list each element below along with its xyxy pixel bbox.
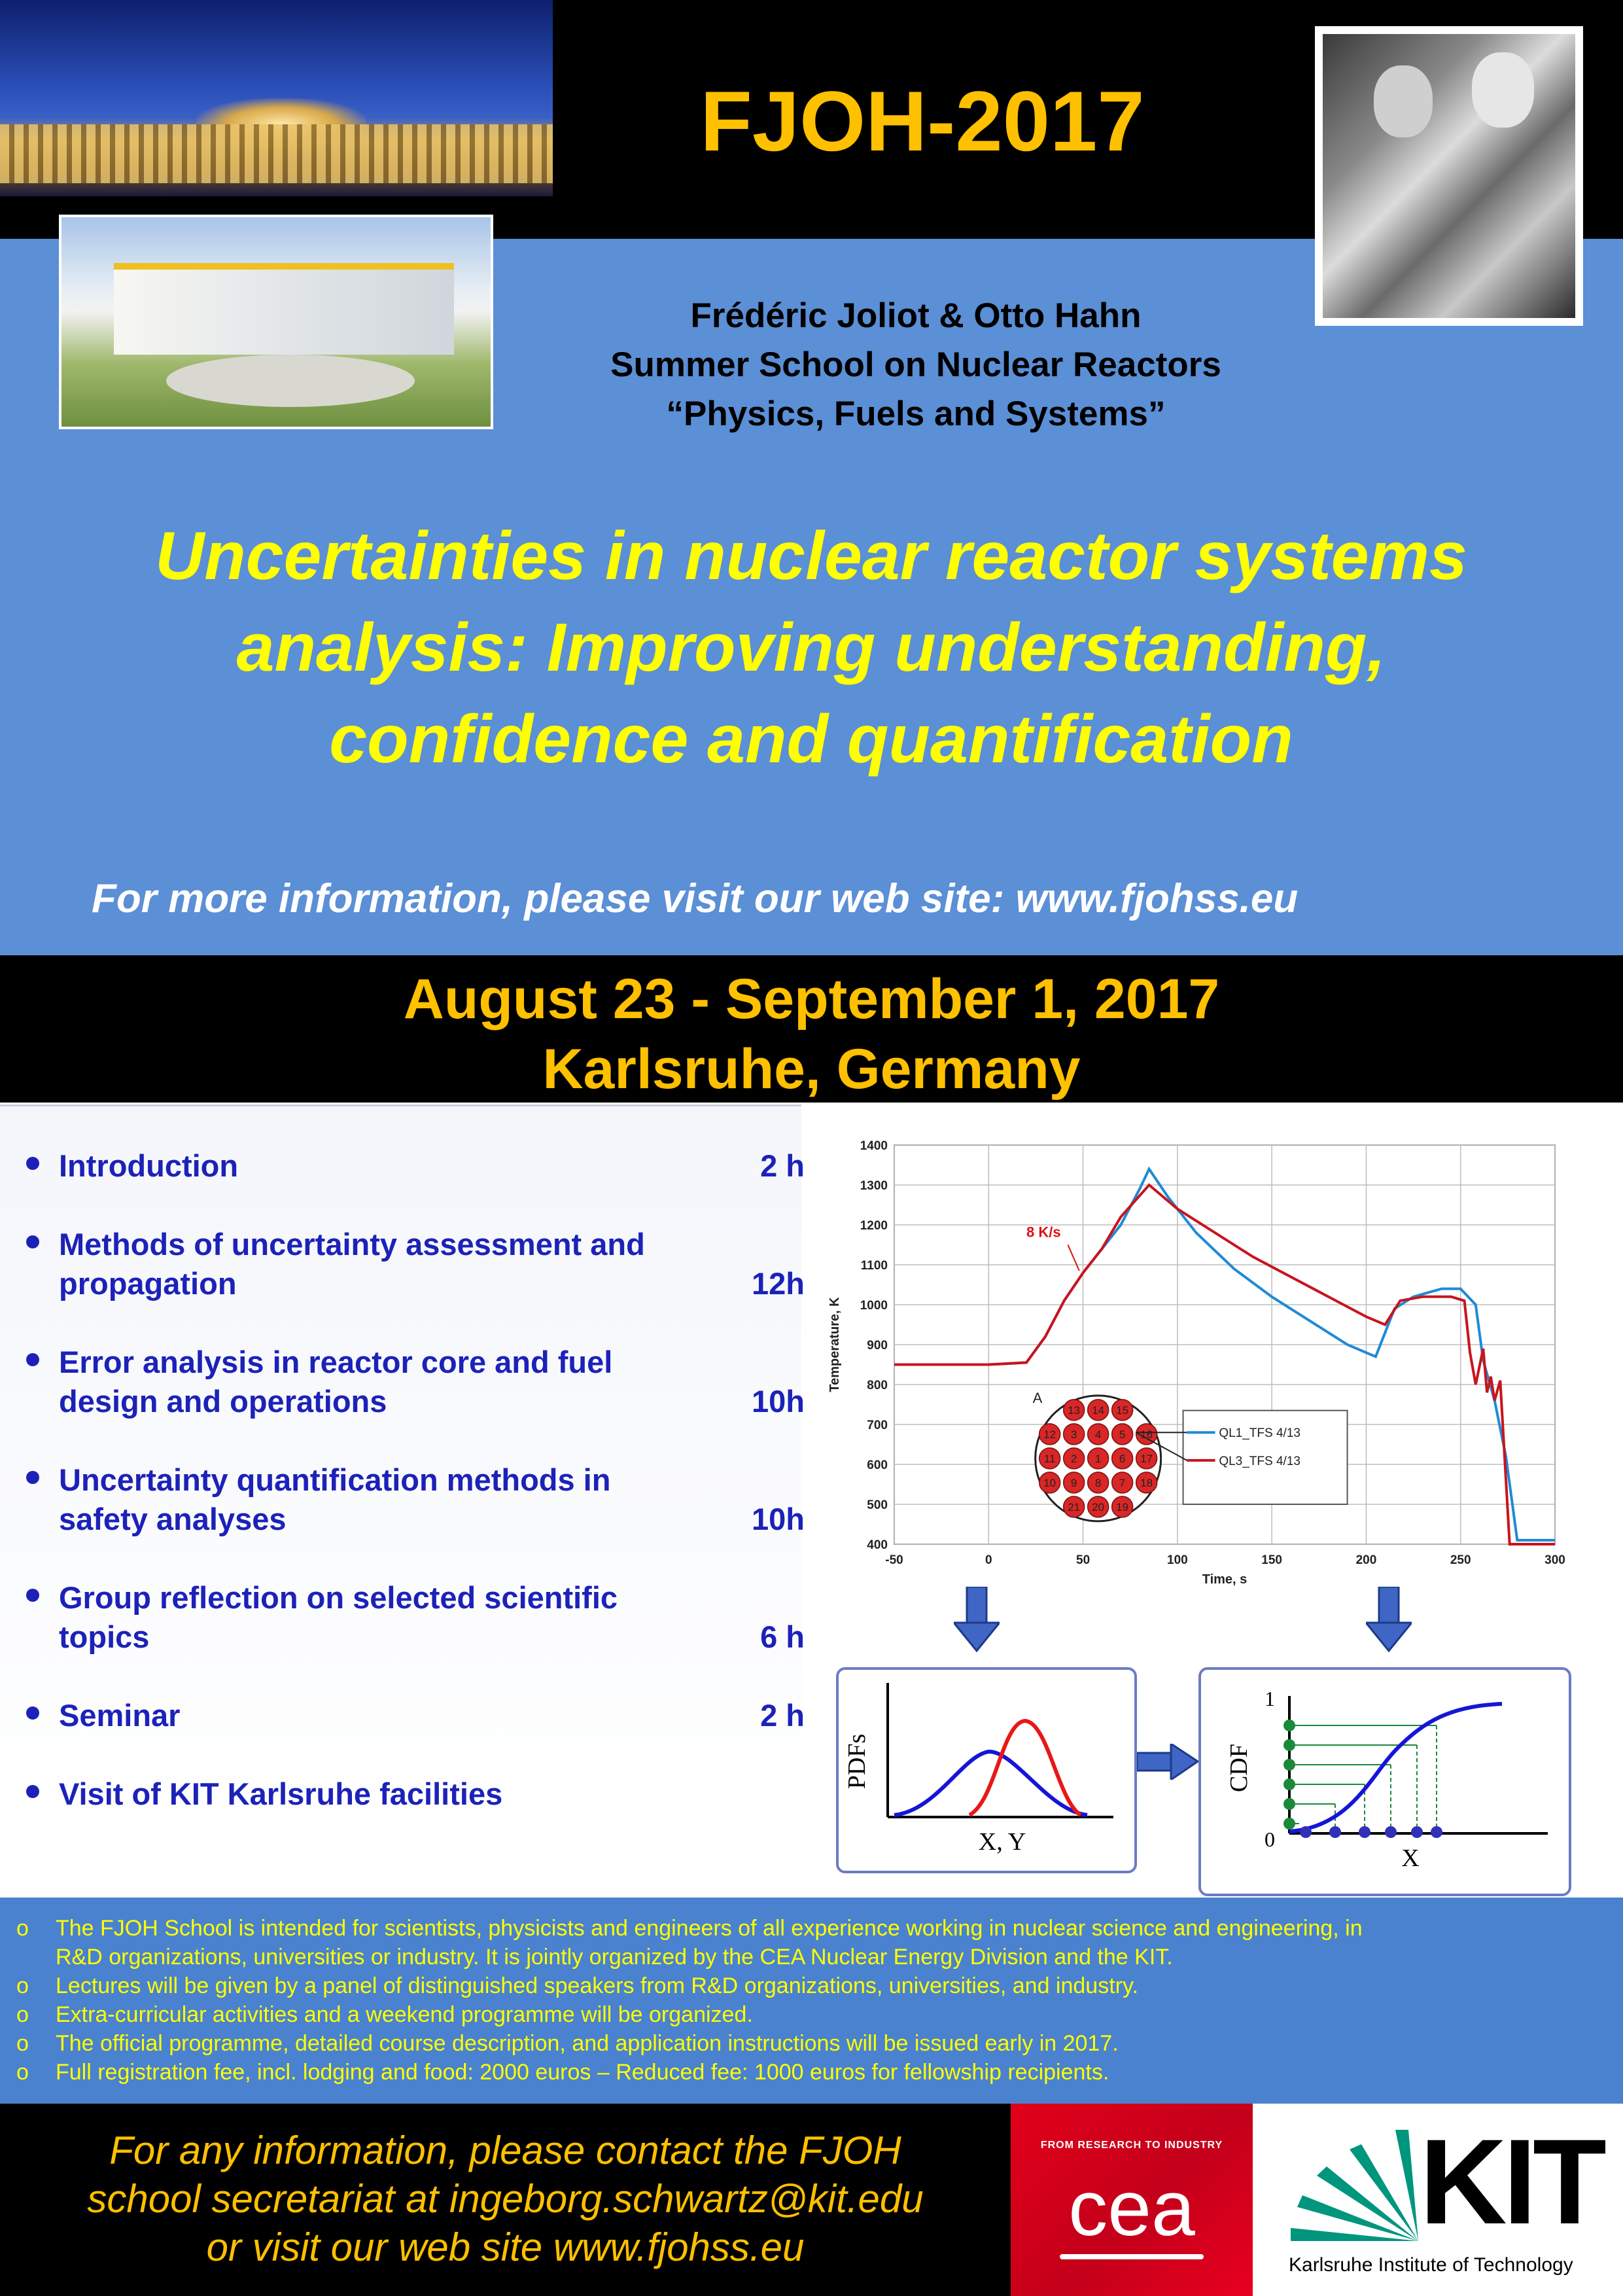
fuel-pin-label: 20 [1092, 1500, 1105, 1513]
y-tick-label: 1300 [860, 1179, 888, 1193]
campus-photo [59, 215, 493, 429]
programme-item-label: Group reflection on selected scientific [59, 1580, 618, 1615]
down-arrow-icon [954, 1587, 1000, 1652]
y-axis-label: Temperature, K [828, 1297, 842, 1392]
cdf-ylabel: CDF [1225, 1744, 1253, 1792]
bullet-icon: o [16, 2031, 29, 2056]
info-item-text: The FJOH School is intended for scientists, physicists and engineers of all experience working in nuclear science and engineering, in [56, 1916, 1363, 1941]
fuel-pin-label: 1 [1094, 1452, 1102, 1465]
bullet-icon [26, 1471, 39, 1484]
legend-label: QL3_TFS 4/13 [1219, 1454, 1300, 1468]
fuel-pin-label: 14 [1092, 1404, 1105, 1417]
kit-subtitle: Karlsruhe Institute of Technology [1289, 2254, 1573, 2276]
right-arrow-icon [1137, 1744, 1199, 1780]
programme-item-hours: 12h [752, 1266, 805, 1301]
fuel-pin-label: 19 [1116, 1500, 1129, 1513]
fuel-pin-label: 2 [1070, 1452, 1077, 1465]
bullet-icon: o [16, 2060, 29, 2085]
fuel-pin-label: 17 [1140, 1452, 1153, 1465]
subtitle-line-3: “Physics, Fuels and Systems” [666, 395, 1166, 433]
fuel-pin-label: 18 [1140, 1476, 1153, 1489]
x-axis-label: Time, s [1202, 1572, 1248, 1587]
temperature-chart [811, 1106, 1622, 1597]
pdf-ylabel: PDFs [843, 1733, 871, 1790]
contact-line-3[interactable]: or visit our web site www.fjohss.eu [206, 2225, 805, 2269]
bullet-icon [26, 1589, 39, 1602]
kit-rays-icon [1291, 2130, 1422, 2244]
x-tick-label: 50 [1076, 1553, 1091, 1567]
main-title-line-2: analysis: Improving understanding, [236, 610, 1386, 686]
pdf-xlabel: X, Y [978, 1828, 1026, 1856]
programme-item-hours: 10h [752, 1384, 805, 1419]
y-tick-label: 1100 [860, 1259, 888, 1273]
cea-underline [1060, 2254, 1204, 2259]
main-title [26, 510, 1596, 785]
cea-logo [1011, 2104, 1253, 2296]
y-tick-label: 900 [867, 1339, 888, 1352]
info-item-text: Lectures will be given by a panel of distinguished speakers from R&D organizations, universities, and industry. [56, 1973, 1138, 1998]
fuel-pin-label: 9 [1070, 1476, 1077, 1489]
chart-annotation: 8 K/s [1026, 1224, 1061, 1241]
programme-item-label: Methods of uncertainty assessment and [59, 1227, 645, 1262]
castle-photo [0, 0, 553, 196]
chart-svg [811, 1106, 1622, 1597]
cea-tagline: FROM RESEARCH TO INDUSTRY [1040, 2140, 1223, 2151]
fuel-pin-label: 8 [1094, 1476, 1102, 1489]
bullet-icon [26, 1353, 39, 1366]
info-item-text: R&D organizations, universities or industry. It is jointly organized by the CEA Nuclear Energy Division and the KIT. [56, 1945, 1173, 1969]
cdf-figure [1198, 1667, 1571, 1896]
info-item [16, 2000, 1599, 2029]
contact-line-1: For any information, please contact the FJOH [109, 2128, 901, 2172]
fuel-pin-label: 13 [1068, 1404, 1081, 1417]
info-item-text: Full registration fee, incl. lodging and food: 2000 euros – Reduced fee: 1000 euros for fellowship recipients. [56, 2060, 1109, 2085]
programme-item-label: topics [59, 1619, 150, 1654]
y-tick-label: 400 [867, 1538, 888, 1552]
x-tick-label: -50 [885, 1553, 903, 1567]
page-title: FJOH-2017 [700, 73, 1145, 169]
x-tick-label: 100 [1167, 1553, 1188, 1567]
fuel-pin-label: 10 [1043, 1476, 1056, 1489]
x-tick-label: 300 [1544, 1553, 1565, 1567]
legend-label: QL1_TFS 4/13 [1219, 1426, 1300, 1441]
y-tick-label: 500 [867, 1498, 888, 1512]
website-line[interactable]: For more information, please visit our web site: www.fjohss.eu [92, 876, 1299, 921]
main-title-line-1: Uncertainties in nuclear reactor systems [155, 518, 1467, 594]
cdf-plot [1201, 1670, 1569, 1894]
fuel-pin-label: 21 [1068, 1500, 1081, 1513]
y-tick-label: 1400 [860, 1139, 888, 1153]
bullet-icon: o [16, 1916, 29, 1941]
pdf-figure [836, 1667, 1137, 1873]
portrait-photo [1315, 26, 1583, 326]
subtitle-line-2: Summer School on Nuclear Reactors [610, 345, 1221, 384]
programme-item-label: design and operations [59, 1384, 387, 1419]
bullet-icon [26, 1157, 39, 1170]
cdf-y-zero: 0 [1265, 1828, 1275, 1851]
y-tick-label: 800 [867, 1379, 888, 1392]
contact-line-2[interactable]: school secretariat at ingeborg.schwartz@kit.edu [87, 2177, 924, 2221]
event-location: Karlsruhe, Germany [542, 1038, 1081, 1101]
inset-label: A [1032, 1389, 1043, 1406]
fuel-pin-label: 5 [1119, 1428, 1126, 1441]
programme-item-label: Uncertainty quantification methods in [59, 1462, 611, 1497]
cdf-xlabel: X [1401, 1845, 1420, 1872]
programme-item-hours: 10h [752, 1502, 805, 1536]
fuel-pin-label: 15 [1116, 1404, 1129, 1417]
event-dates: August 23 - September 1, 2017 [403, 968, 1220, 1031]
fuel-pin-label: 12 [1043, 1428, 1056, 1441]
x-tick-label: 0 [985, 1553, 992, 1567]
x-tick-label: 200 [1355, 1553, 1377, 1567]
bullet-icon: o [16, 2002, 29, 2027]
programme-item-label: Error analysis in reactor core and fuel [59, 1345, 613, 1379]
bullet-icon: o [16, 1973, 29, 1998]
info-item [16, 1971, 1599, 2000]
bullet-icon [26, 1706, 39, 1720]
fuel-pin-label: 3 [1070, 1428, 1077, 1441]
programme-item-label: Seminar [59, 1698, 181, 1733]
down-arrow-icon [1366, 1587, 1412, 1652]
programme-item-hours: 6 h [760, 1619, 805, 1654]
y-tick-label: 1200 [860, 1219, 888, 1233]
fuel-pin-label: 7 [1119, 1476, 1126, 1489]
fuel-pin-label: 11 [1043, 1452, 1056, 1465]
kit-wordmark: KIT [1420, 2115, 1603, 2250]
programme-item-hours: 2 h [760, 1698, 805, 1733]
programme-item-label: safety analyses [59, 1502, 287, 1536]
info-item [16, 2058, 1599, 2087]
fuel-pin-label: 4 [1094, 1428, 1102, 1441]
kit-logo [1253, 2104, 1623, 2296]
info-item-text: The official programme, detailed course description, and application instructions will be issued early in 2017. [56, 2031, 1119, 2056]
y-tick-label: 600 [867, 1458, 888, 1472]
subtitle-line-1: Frédéric Joliot & Otto Hahn [690, 296, 1142, 335]
programme-item-label: propagation [59, 1266, 237, 1301]
x-tick-label: 250 [1450, 1553, 1471, 1567]
info-item [16, 2029, 1599, 2058]
y-tick-label: 700 [867, 1419, 888, 1432]
fuel-pin-label: 6 [1119, 1452, 1126, 1465]
bullet-icon [26, 1785, 39, 1798]
x-tick-label: 150 [1261, 1553, 1282, 1567]
fuel-pin-label: 16 [1140, 1428, 1153, 1441]
main-title-line-3: confidence and quantification [329, 701, 1293, 777]
bullet-icon [26, 1235, 39, 1248]
y-tick-label: 1000 [860, 1299, 888, 1313]
programme-item-hours: 2 h [760, 1148, 805, 1183]
info-item-text: Extra-curricular activities and a weekend programme will be organized. [56, 2002, 753, 2027]
pdf-plot [839, 1670, 1134, 1871]
programme-item-label: Visit of KIT Karlsruhe facilities [59, 1776, 503, 1811]
cdf-y-top: 1 [1265, 1687, 1275, 1710]
programme-item-label: Introduction [59, 1148, 239, 1183]
info-item [16, 1914, 1599, 1971]
cea-wordmark: cea [1068, 2164, 1195, 2252]
